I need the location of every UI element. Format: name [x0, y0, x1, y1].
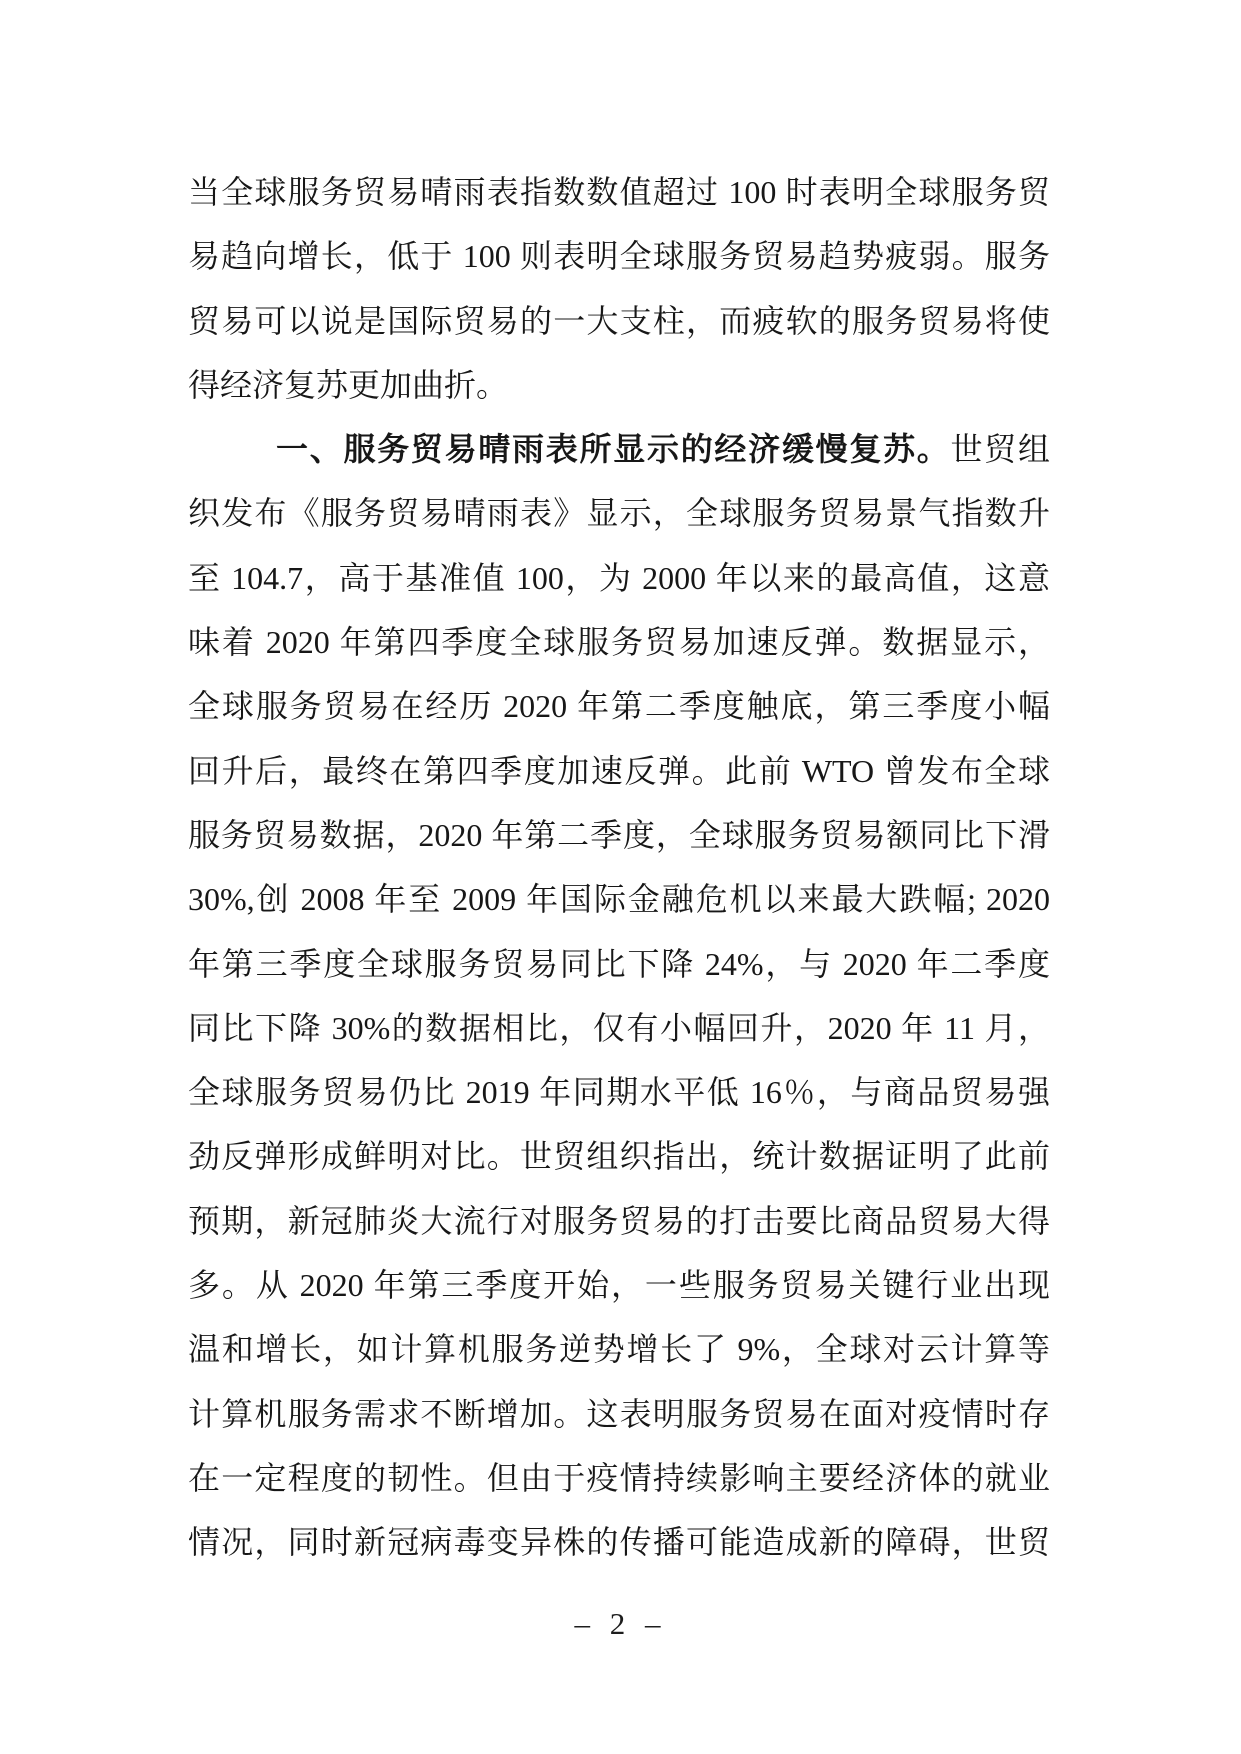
body-text: 贸易可以说是国际贸易的一大支柱，而疲软的服务贸易将使	[188, 302, 1050, 339]
body-text: 同比下降 30%的数据相比，仅有小幅回升，2020 年 11 月，	[188, 1009, 1050, 1046]
body-text: 织发布《服务贸易晴雨表》显示，全球服务贸易景气指数升	[188, 495, 1050, 532]
body-text: 回升后，最终在第四季度加速反弹。此前 WTO 曾发布全球	[188, 752, 1050, 789]
body-text: 服务贸易数据，2020 年第二季度，全球服务贸易额同比下滑	[188, 816, 1050, 853]
body-text: 年第三季度全球服务贸易同比下降 24%，与 2020 年二季度	[188, 945, 1050, 982]
page-number: – 2 –	[574, 1606, 667, 1641]
text-line	[188, 289, 1050, 353]
text-line	[188, 160, 1050, 224]
body-text: 在一定程度的韧性。但由于疫情持续影响主要经济体的就业	[188, 1459, 1050, 1496]
heading-text: 一、服务贸易晴雨表所显示的经济缓慢复苏。	[276, 431, 951, 468]
text-line	[188, 932, 1050, 996]
body-text: 易趋向增长，低于 100 则表明全球服务贸易趋势疲弱。服务	[188, 238, 1050, 275]
body-text: 劲反弹形成鲜明对比。世贸组织指出，统计数据证明了此前	[188, 1138, 1050, 1175]
text-line	[188, 1317, 1050, 1381]
text-line	[188, 1124, 1050, 1188]
body-text: 全球服务贸易在经历 2020 年第二季度触底，第三季度小幅	[188, 688, 1050, 725]
text-line	[188, 353, 1050, 417]
body-text: 预期，新冠肺炎大流行对服务贸易的打击要比商品贸易大得	[188, 1202, 1050, 1239]
body-text: 多。从 2020 年第三季度开始，一些服务贸易关键行业出现	[188, 1267, 1050, 1304]
text-line	[188, 1510, 1050, 1574]
text-line	[188, 1382, 1050, 1446]
body-text: 世贸组	[950, 431, 1050, 468]
text-line	[188, 417, 1050, 481]
text-line	[188, 1446, 1050, 1510]
body-text: 温和增长，如计算机服务逆势增长了 9%，全球对云计算等	[188, 1331, 1050, 1368]
text-line	[188, 1060, 1050, 1124]
text-line	[188, 803, 1050, 867]
body-text: 情况，同时新冠病毒变异株的传播可能造成新的障碍，世贸	[188, 1524, 1050, 1561]
text-line	[188, 739, 1050, 803]
body-text: 当全球服务贸易晴雨表指数数值超过 100 时表明全球服务贸	[188, 174, 1050, 210]
body-text: 30%,创 2008 年至 2009 年国际金融危机以来最大跌幅; 2020	[188, 881, 1050, 918]
text-line	[188, 610, 1050, 674]
body-text: 至 104.7，高于基准值 100，为 2000 年以来的最高值，这意	[188, 559, 1050, 596]
body-text: 计算机服务需求不断增加。这表明服务贸易在面对疫情时存	[188, 1395, 1050, 1432]
text-line	[188, 674, 1050, 738]
body-text: 得经济复苏更加曲折。	[188, 366, 509, 403]
text-line	[188, 1189, 1050, 1253]
body-text: 味着 2020 年第四季度全球服务贸易加速反弹。数据显示，	[188, 624, 1050, 661]
text-line	[188, 1253, 1050, 1317]
text-line	[188, 867, 1050, 931]
text-line	[188, 996, 1050, 1060]
text-line	[188, 546, 1050, 610]
text-line	[188, 481, 1050, 545]
body-text: 全球服务贸易仍比 2019 年同期水平低 16％，与商品贸易强	[188, 1074, 1050, 1111]
text-line	[188, 224, 1050, 288]
text-block	[188, 160, 1050, 1575]
